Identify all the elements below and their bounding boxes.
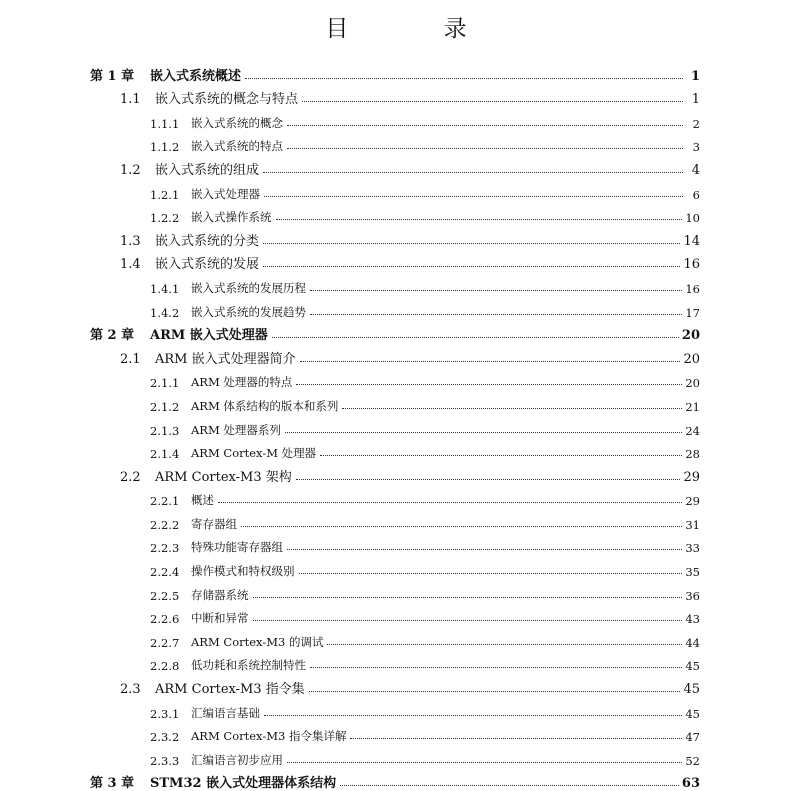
entry-number: 1.4.2 — [150, 305, 180, 320]
entry-title: ARM 体系结构的版本和系列 — [191, 398, 339, 413]
toc-entry-level3[interactable] — [90, 107, 700, 131]
entry-page-number: 4 — [691, 162, 700, 178]
dot-leader — [310, 313, 682, 315]
entry-page-number: 1 — [691, 92, 700, 108]
entry-number: 2.1 — [120, 351, 141, 367]
entry-page-number: 21 — [685, 399, 700, 414]
toc-entry-level3[interactable] — [90, 650, 700, 674]
entry-number: 2.2.2 — [150, 517, 180, 532]
entry-number: 1.2 — [120, 162, 141, 178]
toc-entry-level2[interactable] — [90, 461, 700, 485]
entry-title: 嵌入式系统的发展历程 — [191, 280, 306, 295]
dot-leader — [342, 407, 682, 409]
toc-entry-level1[interactable] — [90, 768, 700, 791]
entry-page-number: 28 — [685, 447, 700, 462]
dot-leader — [327, 643, 682, 645]
entry-title: ARM 嵌入式处理器简介 — [155, 351, 296, 367]
dot-leader — [300, 360, 681, 362]
toc-entry-level3[interactable] — [90, 532, 700, 556]
entry-title: ARM Cortex-M3 的调试 — [191, 634, 324, 649]
entry-title: ARM 处理器的特点 — [191, 375, 293, 390]
toc-entry-level3[interactable] — [90, 367, 700, 391]
entry-title: 低功耗和系统控制特性 — [191, 658, 306, 673]
entry-number: 2.1.1 — [150, 376, 180, 391]
entry-number: 1.3 — [120, 233, 141, 249]
entry-number: 2.2.8 — [150, 659, 180, 674]
entry-number: 2.3.2 — [150, 730, 180, 745]
toc-entry-level2[interactable] — [90, 225, 700, 249]
entry-number: 2.2.6 — [150, 612, 180, 627]
toc-entry-level3[interactable] — [90, 721, 700, 745]
entry-title: ARM 处理器系列 — [191, 422, 281, 437]
entry-number: 2.3.1 — [150, 706, 180, 721]
entry-title: 嵌入式处理器 — [191, 186, 260, 201]
entry-page-number: 33 — [685, 541, 700, 556]
entry-title: 嵌入式系统的发展趋势 — [191, 304, 306, 319]
toc-entry-level2[interactable] — [90, 84, 700, 108]
entry-page-number: 44 — [685, 635, 700, 650]
entry-title: STM32 嵌入式处理器体系结构 — [150, 776, 337, 791]
toc-entry-level1[interactable] — [90, 60, 700, 84]
dot-leader — [272, 336, 679, 338]
dot-leader — [264, 714, 682, 716]
toc-entry-level1[interactable] — [90, 320, 700, 344]
entry-number: 1.1 — [120, 92, 141, 108]
dot-leader — [264, 195, 683, 197]
toc-entry-level3[interactable] — [90, 296, 700, 320]
dot-leader — [218, 501, 682, 503]
table-of-contents — [90, 60, 700, 791]
entry-title: 嵌入式系统的概念与特点 — [155, 92, 299, 108]
dot-leader — [276, 218, 683, 220]
entry-number: 1.2.1 — [150, 187, 180, 202]
page-title: 目 录 — [325, 16, 511, 42]
entry-page-number: 2 — [692, 116, 700, 131]
entry-title: 嵌入式系统的特点 — [191, 139, 283, 154]
entry-title: 嵌入式系统概述 — [150, 68, 242, 84]
dot-leader — [310, 289, 682, 291]
entry-title: ARM Cortex-M3 指令集 — [155, 682, 305, 698]
dot-leader — [320, 454, 682, 456]
entry-title: 嵌入式操作系统 — [191, 210, 272, 225]
dot-leader — [253, 619, 683, 621]
entry-page-number: 45 — [683, 682, 700, 698]
dot-leader — [253, 596, 683, 598]
entry-title: ARM 嵌入式处理器 — [150, 328, 268, 344]
entry-number: 2.1.3 — [150, 423, 180, 438]
entry-number: 2.2.1 — [150, 494, 180, 509]
entry-page-number: 52 — [685, 753, 700, 768]
entry-number: 1.1.1 — [150, 116, 180, 131]
entry-page-number: 45 — [685, 659, 700, 674]
entry-page-number: 29 — [685, 494, 700, 509]
entry-title: ARM Cortex-M 处理器 — [191, 446, 317, 461]
toc-entry-level3[interactable] — [90, 390, 700, 414]
dot-leader — [263, 171, 683, 173]
dot-leader — [309, 690, 681, 692]
entry-number: 2.2.5 — [150, 588, 180, 603]
toc-entry-level3[interactable] — [90, 202, 700, 226]
toc-entry-level2[interactable] — [90, 249, 700, 273]
entry-page-number: 17 — [685, 305, 700, 320]
toc-entry-level3[interactable] — [90, 485, 700, 509]
entry-page-number: 29 — [683, 469, 700, 485]
toc-entry-level3[interactable] — [90, 603, 700, 627]
entry-page-number: 20 — [681, 328, 700, 344]
dot-leader — [245, 77, 683, 79]
dot-leader — [287, 147, 683, 149]
entry-number: 2.3.3 — [150, 753, 180, 768]
dot-leader — [296, 383, 682, 385]
entry-number: 第 2 章 — [90, 328, 135, 344]
dot-leader — [296, 478, 681, 480]
entry-page-number: 63 — [681, 776, 700, 791]
entry-title: 汇编语言初步应用 — [191, 752, 283, 767]
entry-page-number: 3 — [692, 140, 700, 155]
entry-number: 第 3 章 — [90, 776, 135, 791]
entry-number: 1.1.2 — [150, 140, 180, 155]
dot-leader — [241, 525, 682, 527]
entry-number: 2.2.7 — [150, 635, 180, 650]
entry-page-number: 31 — [685, 517, 700, 532]
entry-number: 1.4 — [120, 257, 141, 273]
toc-entry-level3[interactable] — [90, 744, 700, 768]
entry-number: 1.4.1 — [150, 281, 180, 296]
entry-title: ARM Cortex-M3 指令集详解 — [191, 729, 347, 744]
entry-number: 2.1.4 — [150, 447, 180, 462]
dot-leader — [263, 265, 680, 267]
dot-leader — [287, 761, 682, 763]
entry-title: 操作模式和特权级别 — [191, 564, 295, 579]
toc-entry-level3[interactable] — [90, 579, 700, 603]
entry-title: 嵌入式系统的概念 — [191, 115, 283, 130]
entry-page-number: 16 — [683, 257, 700, 273]
entry-number: 2.1.2 — [150, 399, 180, 414]
entry-title: 中断和异常 — [191, 611, 249, 626]
entry-page-number: 45 — [685, 706, 700, 721]
entry-number: 第 1 章 — [90, 68, 135, 84]
entry-page-number: 6 — [692, 187, 700, 202]
dot-leader — [285, 431, 682, 433]
dot-leader — [350, 737, 682, 739]
entry-number: 2.2 — [120, 469, 141, 485]
toc-entry-level3[interactable] — [90, 131, 700, 155]
toc-entry-level3[interactable] — [90, 697, 700, 721]
dot-leader — [310, 666, 682, 668]
entry-title: 特殊功能寄存器组 — [191, 540, 283, 555]
toc-entry-level3[interactable] — [90, 414, 700, 438]
entry-title: 概述 — [191, 493, 214, 508]
toc-entry-level3[interactable] — [90, 555, 700, 579]
entry-title: 嵌入式系统的分类 — [155, 233, 260, 249]
dot-leader — [299, 572, 683, 574]
toc-entry-level3[interactable] — [90, 626, 700, 650]
toc-entry-level2[interactable] — [90, 673, 700, 697]
entry-page-number: 47 — [685, 730, 700, 745]
toc-entry-level2[interactable] — [90, 154, 700, 178]
toc-entry-level3[interactable] — [90, 508, 700, 532]
entry-page-number: 20 — [683, 351, 700, 367]
entry-title: 存储器系统 — [191, 587, 249, 602]
toc-entry-level2[interactable] — [90, 343, 700, 367]
entry-page-number: 35 — [685, 565, 700, 580]
entry-title: 嵌入式系统的组成 — [155, 162, 260, 178]
entry-page-number: 36 — [685, 588, 700, 603]
entry-title: 汇编语言基础 — [191, 705, 260, 720]
entry-page-number: 16 — [685, 281, 700, 296]
dot-leader — [287, 548, 682, 550]
entry-page-number: 43 — [685, 612, 700, 627]
entry-title: 嵌入式系统的发展 — [155, 257, 260, 273]
entry-page-number: 1 — [690, 68, 700, 84]
entry-number: 1.2.2 — [150, 211, 180, 226]
entry-number: 2.3 — [120, 682, 141, 698]
entry-title: ARM Cortex-M3 架构 — [155, 469, 292, 485]
entry-page-number: 24 — [685, 423, 700, 438]
entry-page-number: 14 — [683, 233, 700, 249]
dot-leader — [302, 100, 683, 102]
entry-title: 寄存器组 — [191, 516, 237, 531]
entry-number: 2.2.4 — [150, 565, 180, 580]
entry-page-number: 10 — [685, 211, 700, 226]
entry-page-number: 20 — [685, 376, 700, 391]
entry-number: 2.2.3 — [150, 541, 180, 556]
dot-leader — [287, 124, 683, 126]
toc-entry-level3[interactable] — [90, 272, 700, 296]
dot-leader — [263, 242, 680, 244]
toc-entry-level3[interactable] — [90, 438, 700, 462]
toc-entry-level3[interactable] — [90, 178, 700, 202]
